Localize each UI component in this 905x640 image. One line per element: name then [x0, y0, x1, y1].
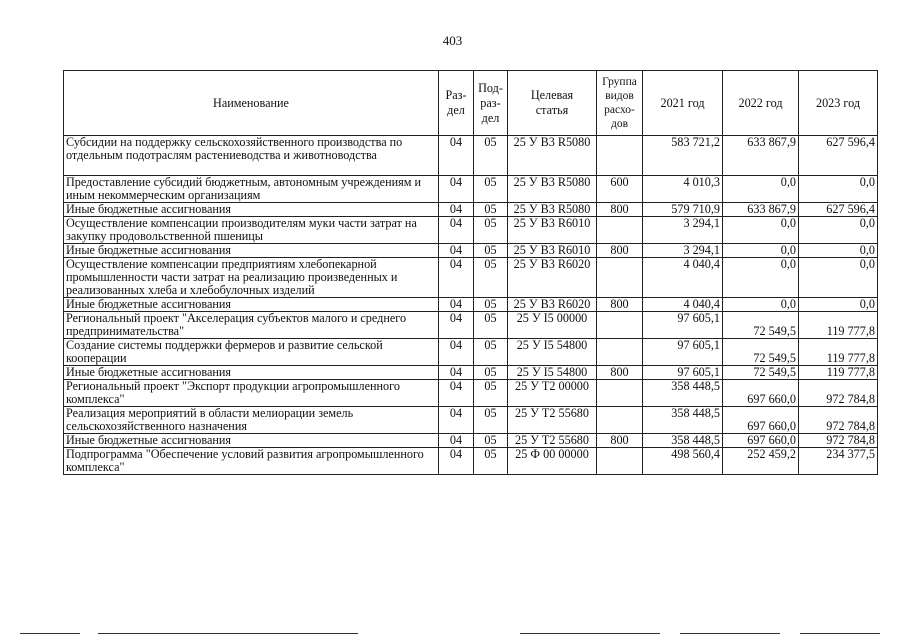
row-2022: 0,0: [723, 298, 799, 312]
row-subsection: 05: [474, 339, 508, 366]
header-target: Целевая статья: [508, 71, 597, 136]
row-section: 04: [439, 407, 474, 434]
footer-rule: [680, 633, 780, 634]
table-row: [64, 366, 878, 380]
row-2021: 4 010,3: [643, 176, 723, 203]
row-2022: 72 549,5: [723, 339, 799, 366]
row-target: 25 У I5 54800: [508, 339, 597, 366]
row-2022: 697 660,0: [723, 407, 799, 434]
row-section: 04: [439, 312, 474, 339]
header-section: Раз- дел: [439, 71, 474, 136]
page-number: 403: [442, 33, 463, 48]
row-subsection: 05: [474, 217, 508, 244]
row-2023: 972 784,8: [799, 407, 878, 434]
budget-table: [63, 70, 878, 475]
row-section: 04: [439, 176, 474, 203]
row-2021: 498 560,4: [643, 448, 723, 475]
row-target: 25 У I5 00000: [508, 312, 597, 339]
row-2023: 0,0: [799, 217, 878, 244]
row-group: 600: [597, 176, 643, 203]
row-2021: 3 294,1: [643, 244, 723, 258]
row-2021: 358 448,5: [643, 380, 723, 407]
row-2022: 633 867,9: [723, 136, 799, 176]
row-subsection: 05: [474, 366, 508, 380]
row-target: 25 У В3 R5080: [508, 136, 597, 176]
row-group: [597, 448, 643, 475]
table-row: [64, 312, 878, 339]
table-row: [64, 203, 878, 217]
row-group: 800: [597, 298, 643, 312]
footer-rule: [520, 633, 660, 634]
row-name: Иные бюджетные ассигнования: [64, 366, 439, 380]
table-row: [64, 176, 878, 203]
row-2021: 358 448,5: [643, 407, 723, 434]
row-target: 25 Ф 00 00000: [508, 448, 597, 475]
row-target: 25 У В3 R6020: [508, 298, 597, 312]
row-name: Реализация мероприятий в области мелиорации земель сельскохозяйственного назначения: [64, 407, 439, 434]
row-subsection: 05: [474, 244, 508, 258]
footer-rule: [20, 633, 80, 634]
row-2021: 583 721,2: [643, 136, 723, 176]
row-subsection: 05: [474, 176, 508, 203]
table-row: [64, 136, 878, 176]
row-group: [597, 380, 643, 407]
row-section: 04: [439, 434, 474, 448]
header-2022: 2022 год: [723, 71, 799, 136]
row-target: 25 У Т2 00000: [508, 380, 597, 407]
header-2023: 2023 год: [799, 71, 878, 136]
row-section: 04: [439, 217, 474, 244]
row-2021: 97 605,1: [643, 312, 723, 339]
row-subsection: 05: [474, 407, 508, 434]
row-target: 25 У I5 54800: [508, 366, 597, 380]
row-section: 04: [439, 380, 474, 407]
row-subsection: 05: [474, 312, 508, 339]
table-row: [64, 380, 878, 407]
row-2022: 0,0: [723, 258, 799, 298]
row-2023: 627 596,4: [799, 136, 878, 176]
table-row: [64, 258, 878, 298]
row-section: 04: [439, 136, 474, 176]
header-2021: 2021 год: [643, 71, 723, 136]
table-row: [64, 434, 878, 448]
row-2023: 972 784,8: [799, 434, 878, 448]
row-section: 04: [439, 244, 474, 258]
row-section: 04: [439, 448, 474, 475]
table-header-row: [64, 71, 878, 136]
row-group: 800: [597, 434, 643, 448]
row-2023: 0,0: [799, 244, 878, 258]
row-2022: 72 549,5: [723, 366, 799, 380]
row-target: 25 У В3 R5080: [508, 176, 597, 203]
row-group: 800: [597, 366, 643, 380]
row-target: 25 У В3 R5080: [508, 203, 597, 217]
row-group: [597, 258, 643, 298]
row-group: 800: [597, 203, 643, 217]
row-2023: 234 377,5: [799, 448, 878, 475]
row-subsection: 05: [474, 434, 508, 448]
row-subsection: 05: [474, 136, 508, 176]
row-group: [597, 407, 643, 434]
row-2022: 0,0: [723, 176, 799, 203]
row-2021: 4 040,4: [643, 258, 723, 298]
header-subsection: Под- раз- дел: [474, 71, 508, 136]
row-name: Предоставление субсидий бюджетным, автономным учреждениям и иным некоммерческим организациям: [64, 176, 439, 203]
row-subsection: 05: [474, 203, 508, 217]
row-2023: 119 777,8: [799, 339, 878, 366]
row-target: 25 У В3 R6010: [508, 244, 597, 258]
row-2023: 0,0: [799, 258, 878, 298]
row-subsection: 05: [474, 448, 508, 475]
row-2021: 97 605,1: [643, 366, 723, 380]
row-target: 25 У В3 R6010: [508, 217, 597, 244]
row-name: Создание системы поддержки фермеров и развитие сельской кооперации: [64, 339, 439, 366]
row-name: Иные бюджетные ассигнования: [64, 203, 439, 217]
row-group: [597, 217, 643, 244]
table-row: [64, 407, 878, 434]
table-body: [64, 136, 878, 475]
row-subsection: 05: [474, 380, 508, 407]
row-group: [597, 136, 643, 176]
row-2023: 119 777,8: [799, 366, 878, 380]
header-group: Группа видов расхо- дов: [597, 71, 643, 136]
row-name: Иные бюджетные ассигнования: [64, 244, 439, 258]
row-name: Региональный проект "Акселерация субъектов малого и среднего предпринимательства": [64, 312, 439, 339]
table-row: [64, 339, 878, 366]
row-group: [597, 339, 643, 366]
row-2022: 72 549,5: [723, 312, 799, 339]
row-2022: 697 660,0: [723, 380, 799, 407]
row-2022: 0,0: [723, 217, 799, 244]
row-2023: 0,0: [799, 176, 878, 203]
row-2022: 0,0: [723, 244, 799, 258]
row-section: 04: [439, 258, 474, 298]
row-target: 25 У В3 R6020: [508, 258, 597, 298]
row-target: 25 У Т2 55680: [508, 434, 597, 448]
footer-rule: [800, 633, 880, 634]
row-2023: 0,0: [799, 298, 878, 312]
row-name: Субсидии на поддержку сельскохозяйственного производства по отдельным подотраслям растениеводства и животноводства: [64, 136, 439, 176]
footer-rule: [98, 633, 358, 634]
row-2023: 119 777,8: [799, 312, 878, 339]
row-subsection: 05: [474, 298, 508, 312]
row-group: 800: [597, 244, 643, 258]
row-2021: 3 294,1: [643, 217, 723, 244]
row-name: Региональный проект "Экспорт продукции агропромышленного комплекса": [64, 380, 439, 407]
row-group: [597, 312, 643, 339]
row-2022: 252 459,2: [723, 448, 799, 475]
row-section: 04: [439, 339, 474, 366]
row-name: Иные бюджетные ассигнования: [64, 298, 439, 312]
row-target: 25 У Т2 55680: [508, 407, 597, 434]
row-name: Осуществление компенсации производителям муки части затрат на закупку продовольственной пшеницы: [64, 217, 439, 244]
row-subsection: 05: [474, 258, 508, 298]
table-row: [64, 448, 878, 475]
table-row: [64, 244, 878, 258]
row-2021: 579 710,9: [643, 203, 723, 217]
row-section: 04: [439, 366, 474, 380]
row-2022: 697 660,0: [723, 434, 799, 448]
row-2023: 972 784,8: [799, 380, 878, 407]
row-2021: 4 040,4: [643, 298, 723, 312]
row-2023: 627 596,4: [799, 203, 878, 217]
table-row: [64, 298, 878, 312]
table-row: [64, 217, 878, 244]
row-section: 04: [439, 203, 474, 217]
row-section: 04: [439, 298, 474, 312]
header-name: Наименование: [64, 71, 439, 136]
row-name: Осуществление компенсации предприятиям хлебопекарной промышленности части затрат на реализацию произведенных и реализованных хлеба и хлебобулочных изделий: [64, 258, 439, 298]
row-name: Иные бюджетные ассигнования: [64, 434, 439, 448]
row-2021: 358 448,5: [643, 434, 723, 448]
row-2022: 633 867,9: [723, 203, 799, 217]
row-2021: 97 605,1: [643, 339, 723, 366]
row-name: Подпрограмма "Обеспечение условий развития агропромышленного комплекса": [64, 448, 439, 475]
